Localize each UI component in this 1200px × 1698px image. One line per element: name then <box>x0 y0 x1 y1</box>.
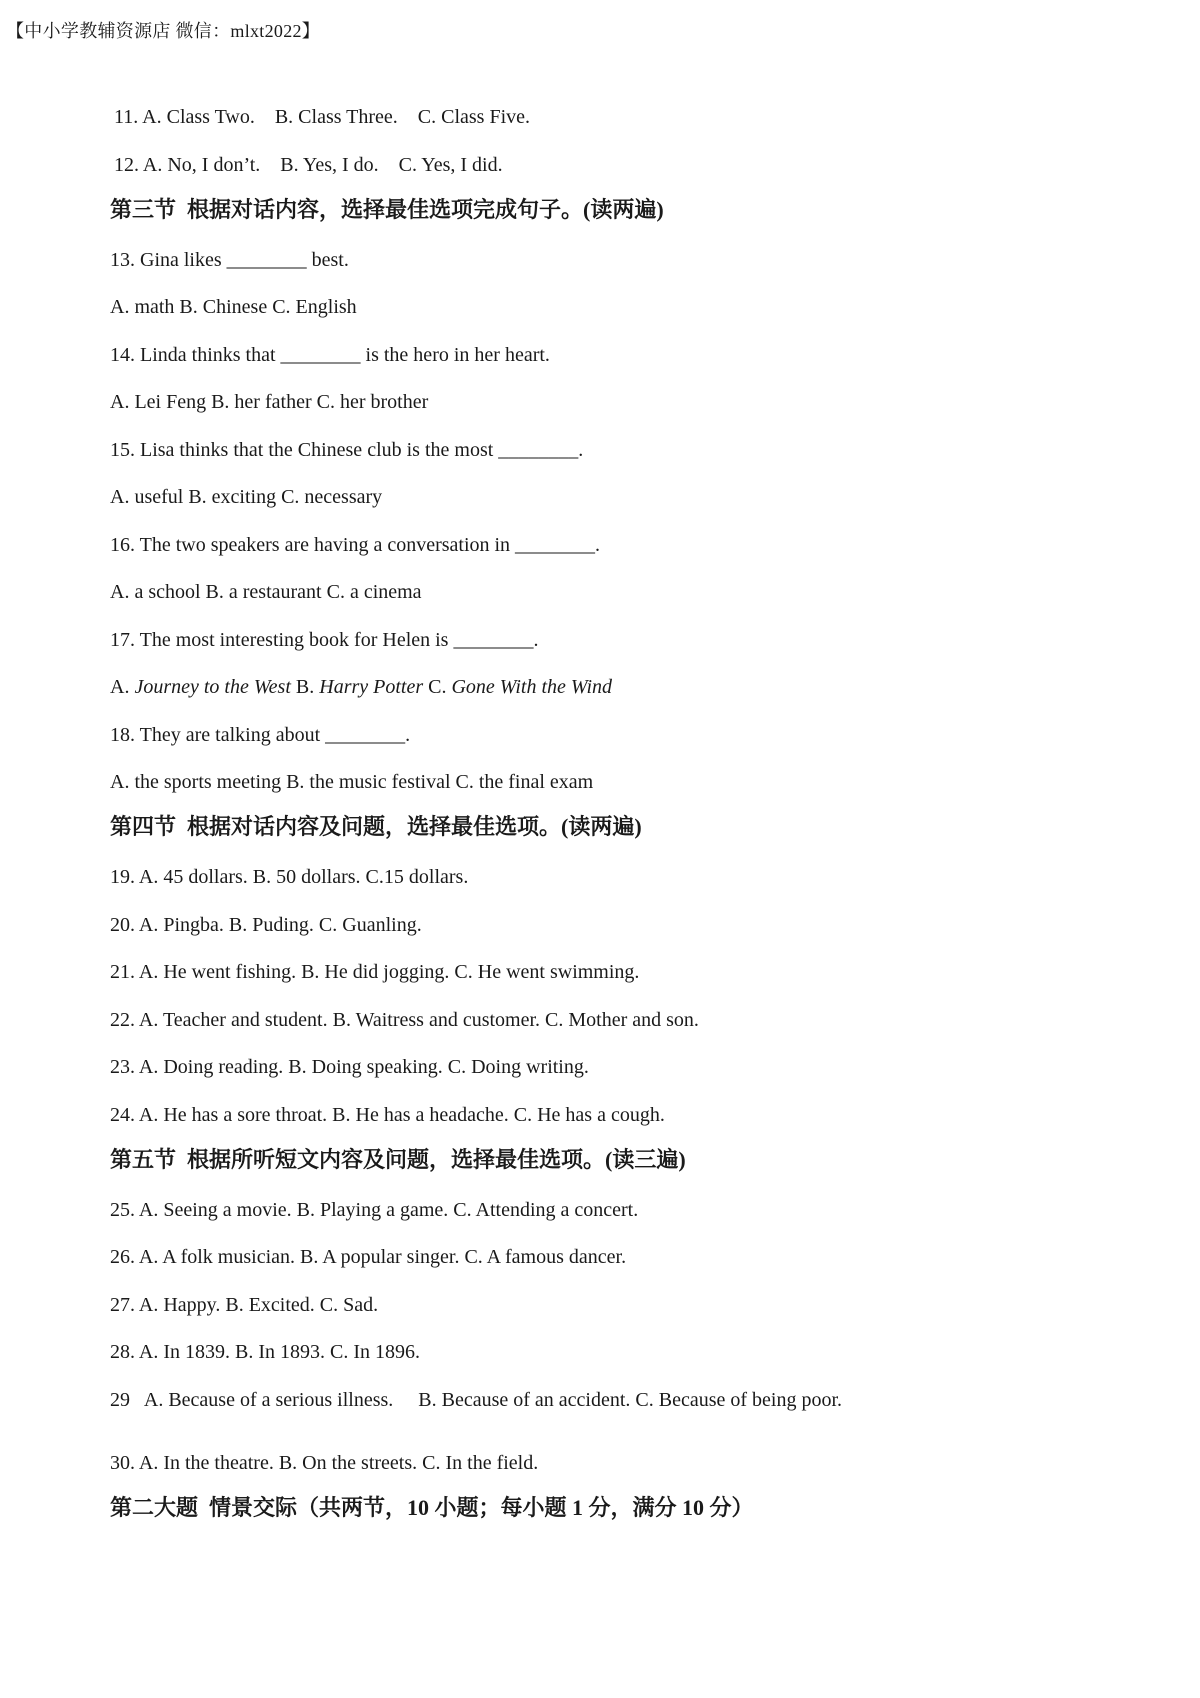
option-c-label: C. <box>423 676 452 698</box>
question-15-options: A. useful B. exciting C. necessary <box>110 486 383 508</box>
question-14-options: A. Lei Feng B. her father C. her brother <box>110 391 429 413</box>
option-c-title: Gone With the Wind <box>451 676 613 698</box>
question-17: 17. The most interesting book for Helen is ________. <box>110 629 539 651</box>
question-25: 25. A. Seeing a movie. B. Playing a game. C. Attending a concert. <box>110 1199 639 1221</box>
question-16-options: A. a school B. a restaurant C. a cinema <box>110 581 422 603</box>
question-17-options <box>110 677 612 697</box>
question-27: 27. A. Happy. B. Excited. C. Sad. <box>110 1294 379 1316</box>
part-2-heading: 第二大题 情景交际（共两节，10 小题；每小题 1 分，满分 10 分） <box>110 1495 754 1520</box>
question-15: 15. Lisa thinks that the Chinese club is the most ________. <box>110 439 584 461</box>
question-30: 30. A. In the theatre. B. On the streets. C. In the field. <box>110 1452 539 1474</box>
question-24: 24. A. He has a sore throat. B. He has a headache. C. He has a cough. <box>110 1104 665 1126</box>
question-12: 12. A. No, I don’t. B. Yes, I do. C. Yes, I did. <box>114 154 503 176</box>
question-18-options: A. the sports meeting B. the music festival C. the final exam <box>110 771 594 793</box>
option-a-title: Journey to the West <box>134 676 291 698</box>
option-a-label: A. <box>110 676 135 698</box>
section-3-heading: 第三节 根据对话内容，选择最佳选项完成句子。(读两遍) <box>110 197 664 222</box>
question-26: 26. A. A folk musician. B. A popular singer. C. A famous dancer. <box>110 1246 627 1268</box>
question-22: 22. A. Teacher and student. B. Waitress and customer. C. Mother and son. <box>110 1009 699 1031</box>
question-20: 20. A. Pingba. B. Puding. C. Guanling. <box>110 914 422 936</box>
question-19: 19. A. 45 dollars. B. 50 dollars. C.15 dollars. <box>110 866 469 888</box>
question-18: 18. They are talking about ________. <box>110 724 411 746</box>
question-13-options: A. math B. Chinese C. English <box>110 296 357 318</box>
question-14: 14. Linda thinks that ________ is the hero in her heart. <box>110 344 550 366</box>
question-28: 28. A. In 1839. B. In 1893. C. In 1896. <box>110 1341 420 1363</box>
question-11: 11. A. Class Two. B. Class Three. C. Class Five. <box>114 106 531 128</box>
section-5-heading: 第五节 根据所听短文内容及问题，选择最佳选项。(读三遍) <box>110 1147 686 1172</box>
option-b-title: Harry Potter <box>319 676 424 698</box>
section-4-heading: 第四节 根据对话内容及问题，选择最佳选项。(读两遍) <box>110 814 642 839</box>
option-b-label: B. <box>290 676 320 698</box>
page-header: 【中小学教辅资源店 微信：mlxt2022】 <box>6 21 321 41</box>
question-23: 23. A. Doing reading. B. Doing speaking. C. Doing writing. <box>110 1056 589 1078</box>
question-16: 16. The two speakers are having a conversation in ________. <box>110 534 601 556</box>
question-13: 13. Gina likes ________ best. <box>110 249 349 271</box>
question-29: 29 A. Because of a serious illness. B. Because of an accident. C. Because of being poor. <box>110 1389 843 1411</box>
question-21: 21. A. He went fishing. B. He did jogging. C. He went swimming. <box>110 961 640 983</box>
